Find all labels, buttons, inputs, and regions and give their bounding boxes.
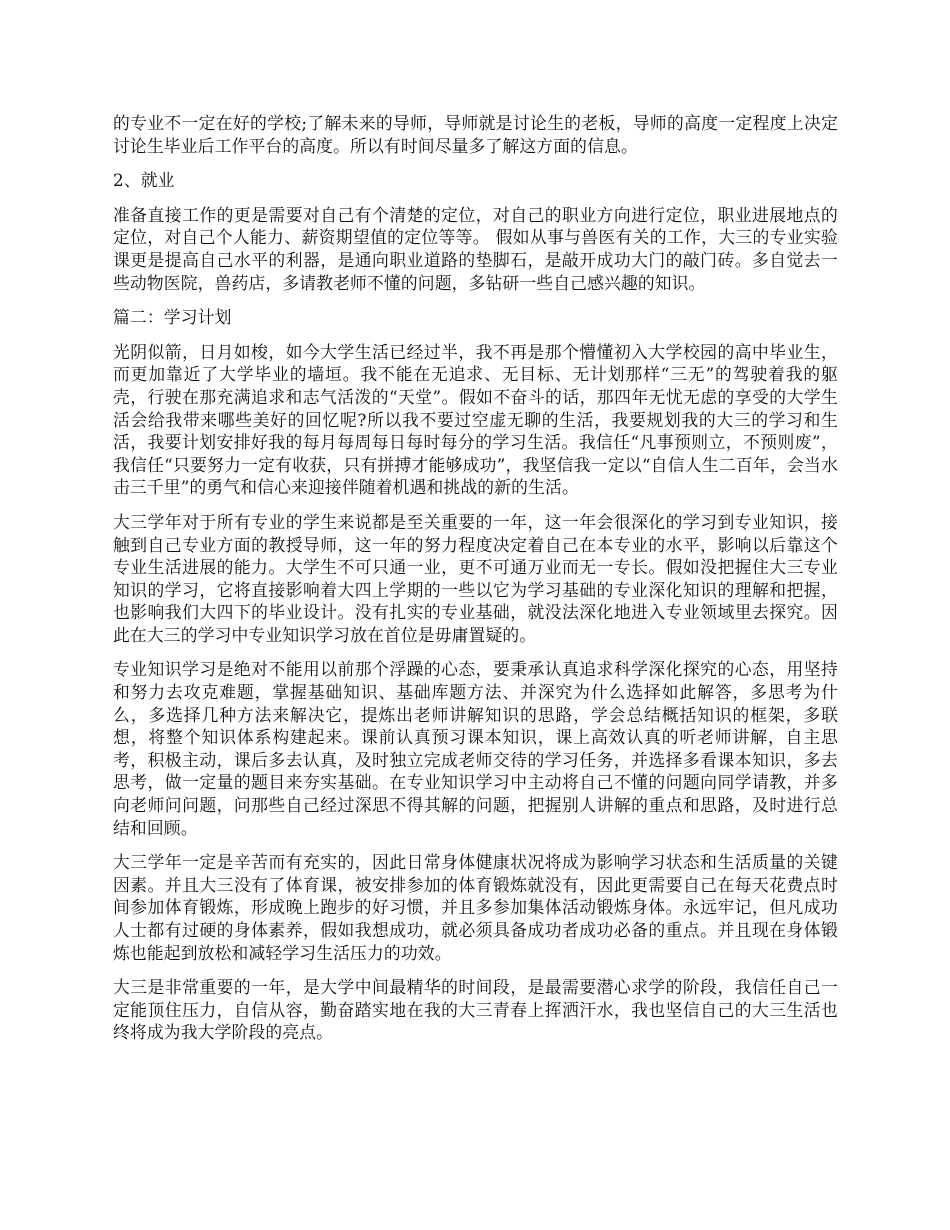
- paragraph-professional-study: 专业知识学习是绝对不能用以前那个浮躁的心态，要秉承认真追求科学深化探究的心态，用坚持和努力去攻克难题，掌握基础知识、基础库题方法、并深究为什么选择如此解答，多思考为什么，多选择几种方法来解决它，提炼出老师讲解知识的思路，学会总结概括知识的框架，多联想，将整个知识体系构建起来。课前认真预习课本知识，课上高效认真的听老师讲解，自主思考，积极主动，课后多去认真，及时独立完成老师交待的学习任务，并选择多看课本知识，多去思考，做一定量的题目来夯实基础。在专业知识学习中主动将自己不懂的问题向同学请教，并多向老师问问题，问那些自己经过深思不得其解的问题，把握别人讲解的重点和思路，及时进行总结和回顾。: [113, 659, 838, 838]
- paragraph-employment: 准备直接工作的更是需要对自己有个清楚的定位，对自己的职业方向进行定位，职业进展地点的定位，对自己个人能力、薪资期望值的定位等等。 假如从事与兽医有关的工作，大三的专业实验课更是提高自己水平的利器，是通向职业道路的垫脚石，是敲开成功大门的敲门砖。多自觉去一些动物医院，兽药店，多请教老师不懂的问题，多钻研一些自己感兴趣的知识。: [113, 204, 838, 293]
- paragraph-advisor-intro: 的专业不一定在好的学校;了解未来的导师，导师就是讨论生的老板，导师的高度一定程度上决定讨论生毕业后工作平台的高度。所以有时间尽量多了解这方面的信息。: [113, 113, 838, 156]
- paragraph-conclusion: 大三是非常重要的一年，是大学中间最精华的时间段，是最需要潜心求学的阶段，我信任自己一定能顶住压力，自信从容，勤奋踏实地在我的大三青春上挥洒汗水，我也坚信自己的大三生活也终将成为我大学阶段的亮点。: [113, 977, 838, 1043]
- paragraph-time-flies: 光阴似箭，日月如梭，如今大学生活已经过半，我不再是那个懵懂初入大学校园的高中毕业生，而更加靠近了大学毕业的墙垣。我不能在无追求、无目标、无计划那样“三无”的驾驶着我的躯壳，行驶在那充满追求和志气活泼的“天堂”。假如不奋斗的话，那四年无忧无虑的享受的大学生活会给我带来哪些美好的回忆呢?所以我不要过空虚无聊的生活，我要规划我的大三的学习和生活，我要计划安排好我的每月每周每日每时每分的学习生活。我信任“凡事预则立，不预则废”，我信任“只要努力一定有收获，只有拼搏才能够成功”，我坚信我一定以“自信人生二百年，会当水击三千里”的勇气和信心来迎接伴随着机遇和挑战的新的生活。: [113, 341, 838, 498]
- paragraph-junior-year: 大三学年对于所有专业的学生来说都是至关重要的一年，这一年会很深化的学习到专业知识，接触到自己专业方面的教授导师，这一年的努力程度决定着自己在本专业的水平，影响以后靠这个专业生活进展的能力。大学生不可只通一业，更不可通万业而无一专长。假如没把握住大三专业知识的学习，它将直接影响着大四上学期的一些以它为学习基础的专业深化知识的理解和把握，也影响我们大四下的毕业设计。没有扎实的专业基础，就没法深化地进入专业领域里去探究。因此在大三的学习中专业知识学习放在首位是毋庸置疑的。: [113, 511, 838, 645]
- paragraph-physical-health: 大三学年一定是辛苦而有充实的，因此日常身体健康状况将成为影响学习状态和生活质量的关键因素。并且大三没有了体育课，被安排参加的体育锻炼就没有，因此更需要自己在每天花费点时间参加体育锻炼，形成晚上跑步的好习惯，并且多参加集体活动锻炼身体。永远牢记，但凡成功人士都有过硬的身体素养，假如我想成功，就必须具备成功者成功必备的重点。并且现在身体锻炼也能起到放松和减轻学习生活压力的功效。: [113, 852, 838, 963]
- heading-study-plan: 篇二：学习计划: [113, 307, 232, 328]
- document-body: [113, 112, 838, 1056]
- heading-employment: 2、就业: [113, 170, 175, 191]
